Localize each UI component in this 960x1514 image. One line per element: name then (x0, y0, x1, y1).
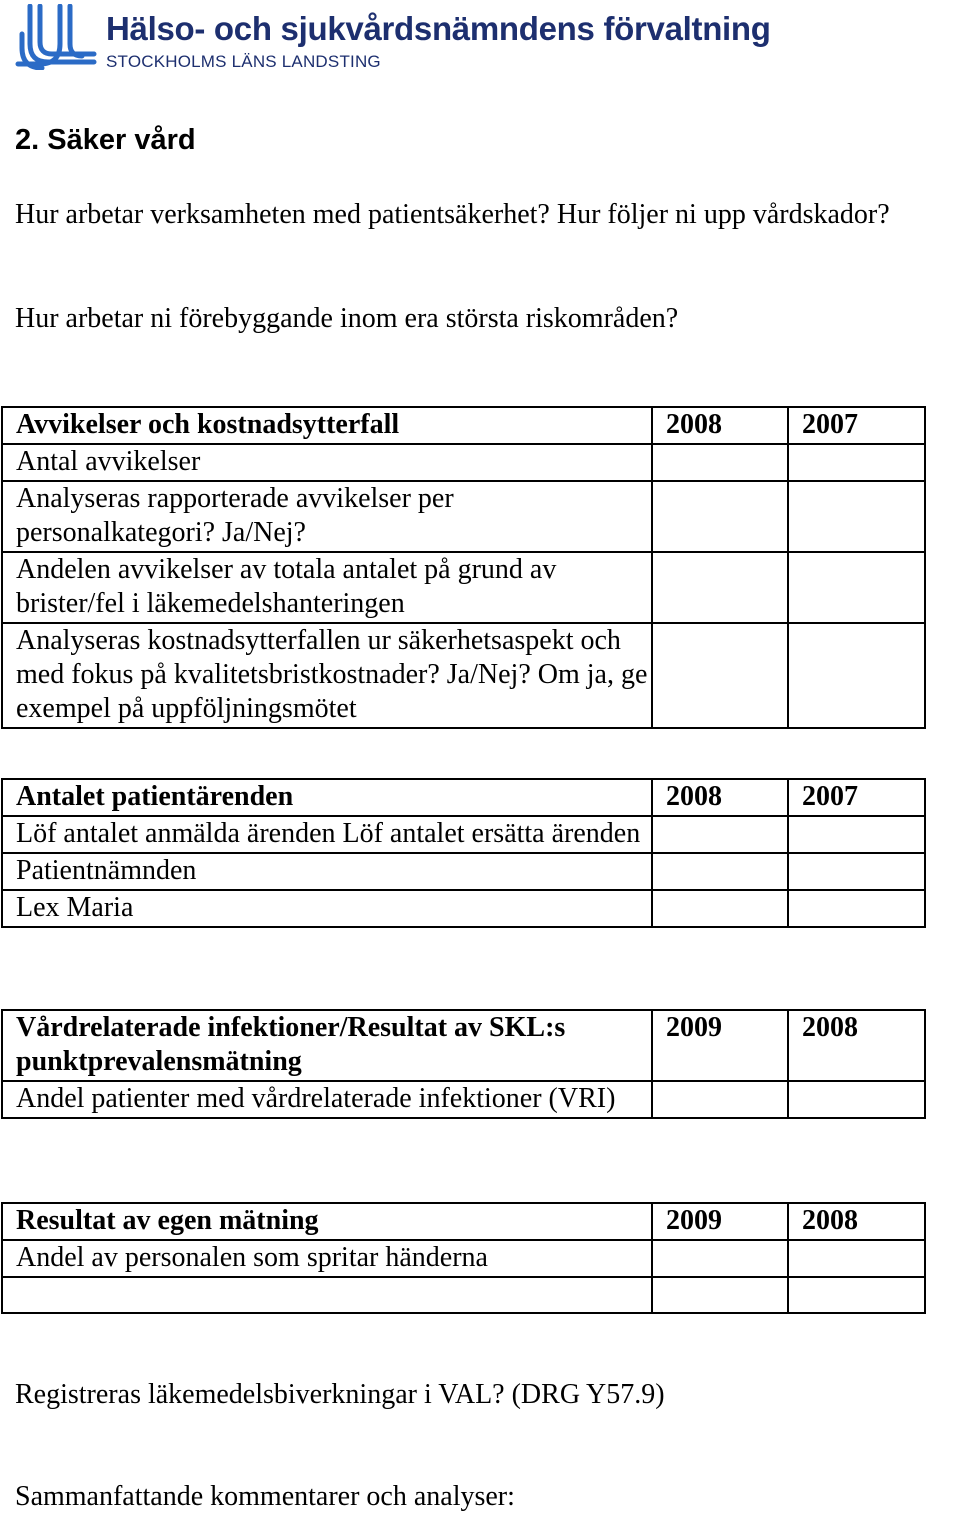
table-row (2, 890, 925, 927)
row-label: Antal avvikelser (2, 444, 652, 481)
value-cell[interactable] (788, 1240, 925, 1277)
row-label: Analyseras kostnadsytterfallen ur säkerhetsaspekt och med fokus på kvalitetsbristkostnader? Ja/Nej? Om ja, ge exempel på uppföljningsmötet (2, 623, 652, 728)
landsting-logo-icon (14, 4, 98, 70)
table-row (2, 623, 925, 728)
prevention-question: Hur arbetar ni förebyggande inom era största riskområden? (15, 303, 679, 334)
value-cell[interactable] (652, 853, 788, 890)
table-header-row (2, 1010, 925, 1081)
table-row (2, 1277, 925, 1313)
value-cell[interactable] (788, 552, 925, 623)
organization-name: Hälso- och sjukvårdsnämndens förvaltning (106, 10, 771, 47)
table-header-row (2, 779, 925, 816)
table-row (2, 481, 925, 552)
infections-table (1, 1009, 926, 1119)
patient-safety-question: Hur arbetar verksamheten med patientsäkerhet? Hur följer ni upp vårdskador? (15, 199, 890, 230)
table-row (2, 444, 925, 481)
row-label: Löf antalet anmälda ärenden Löf antalet ersätta ärenden (2, 816, 652, 853)
value-cell[interactable] (652, 623, 788, 728)
row-label[interactable] (2, 1277, 652, 1313)
value-cell[interactable] (788, 890, 925, 927)
value-cell[interactable] (652, 1277, 788, 1313)
table-row (2, 552, 925, 623)
value-cell[interactable] (788, 481, 925, 552)
drug-reaction-question: Registreras läkemedelsbiverkningar i VAL? (DRG Y57.9) (15, 1379, 665, 1410)
value-cell[interactable] (652, 1081, 788, 1118)
value-cell[interactable] (652, 481, 788, 552)
year-column-header: 2009 (652, 1203, 788, 1240)
table-header-label: Avvikelser och kostnadsytterfall (2, 407, 652, 444)
year-column-header: 2009 (652, 1010, 788, 1081)
value-cell[interactable] (788, 1081, 925, 1118)
value-cell[interactable] (652, 444, 788, 481)
table-row (2, 1240, 925, 1277)
row-label: Andelen avvikelser av totala antalet på grund av brister/fel i läkemedelshanteringen (2, 552, 652, 623)
patient-cases-table (1, 778, 926, 928)
document-header (14, 4, 894, 70)
row-label: Patientnämnden (2, 853, 652, 890)
year-column-header: 2007 (788, 407, 925, 444)
table-header-label: Vårdrelaterade infektioner/Resultat av SKL:s punktprevalensmätning (2, 1010, 652, 1081)
value-cell[interactable] (788, 1277, 925, 1313)
table-row (2, 853, 925, 890)
own-measurement-table (1, 1202, 926, 1314)
section-title: 2. Säker vård (15, 124, 196, 156)
year-column-header: 2008 (652, 407, 788, 444)
table-header-label: Antalet patientärenden (2, 779, 652, 816)
summary-label: Sammanfattande kommentarer och analyser: (15, 1481, 515, 1512)
table-row (2, 1081, 925, 1118)
organization-subtitle: STOCKHOLMS LÄNS LANDSTING (106, 52, 381, 71)
year-column-header: 2008 (788, 1010, 925, 1081)
table-header-row (2, 1203, 925, 1240)
row-label: Analyseras rapporterade avvikelser per personalkategori? Ja/Nej? (2, 481, 652, 552)
value-cell[interactable] (788, 816, 925, 853)
table-header-row (2, 407, 925, 444)
deviations-table (1, 406, 926, 729)
row-label: Andel av personalen som spritar händerna (2, 1240, 652, 1277)
row-label: Andel patienter med vårdrelaterade infektioner (VRI) (2, 1081, 652, 1118)
row-label: Lex Maria (2, 890, 652, 927)
year-column-header: 2008 (652, 779, 788, 816)
value-cell[interactable] (788, 444, 925, 481)
table-header-label: Resultat av egen mätning (2, 1203, 652, 1240)
value-cell[interactable] (788, 853, 925, 890)
value-cell[interactable] (788, 623, 925, 728)
value-cell[interactable] (652, 552, 788, 623)
table-row (2, 816, 925, 853)
value-cell[interactable] (652, 816, 788, 853)
year-column-header: 2008 (788, 1203, 925, 1240)
value-cell[interactable] (652, 890, 788, 927)
year-column-header: 2007 (788, 779, 925, 816)
value-cell[interactable] (652, 1240, 788, 1277)
